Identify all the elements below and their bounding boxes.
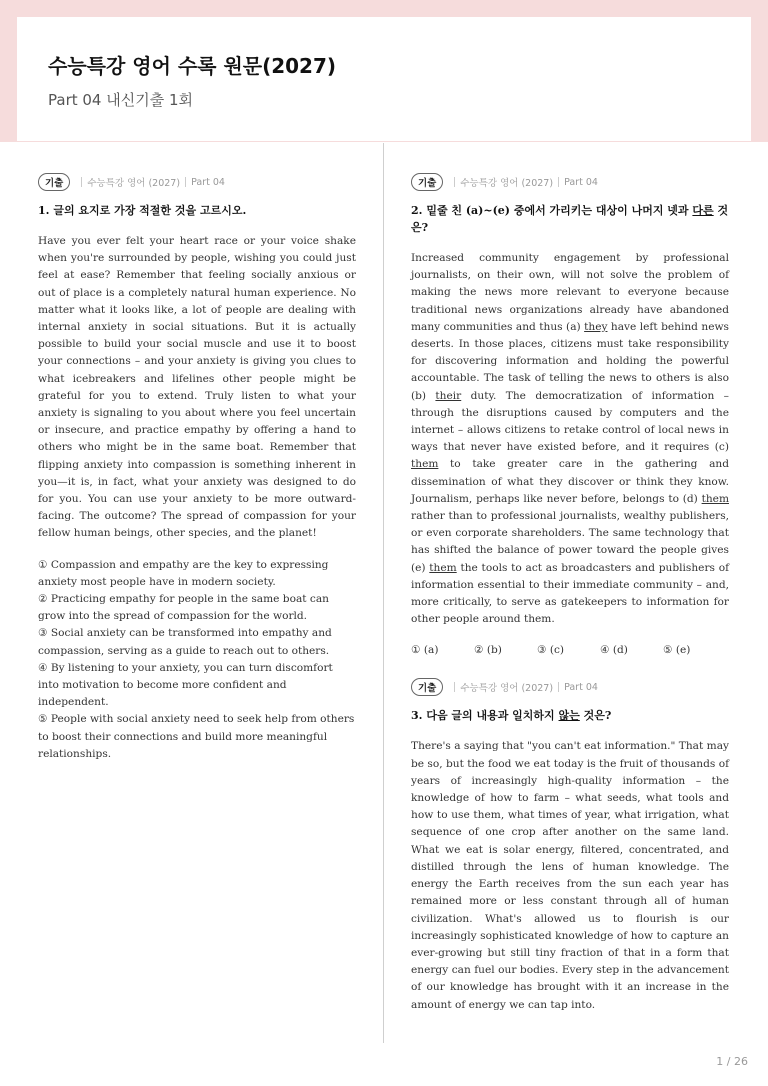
question-1-choice-1: ① Compassion and empathy are the key to expressing anxiety most people have in modern society. (38, 558, 329, 588)
question-1-choice-4: ④ By listening to your anxiety, you can turn discomfort into motivation to become more confident and independent. (38, 661, 333, 709)
meta-separator (81, 177, 82, 187)
question-2-choice-3: ③ (c) (537, 644, 565, 657)
question-2-passage (411, 250, 729, 628)
part-label: Part 04 (564, 681, 598, 693)
part-label: Part 04 (191, 176, 225, 188)
passage-segment: rather than to professional journalists, wealthy publishers, or even corporate shareholders. The same technology that has shifted the balance of power toward the people gives (e) (411, 510, 729, 574)
meta-separator (454, 177, 455, 187)
passage-segment: duty. The democratization of information – through the disruptions caused by computers and the internet – allows citizens to retake control of local news in ways that never have existed before, and it requires (c) (411, 389, 729, 454)
question-3-prompt-c: 것은? (579, 709, 612, 723)
meta-separator (558, 682, 559, 692)
passage-segment: to take greater care in the gathering and dissemination of what they discover or think they know. Journalism, perhaps like never before, belongs to (d) (411, 458, 729, 505)
underlined-word-e: them (429, 561, 457, 574)
exam-tag-badge: 기출 (411, 678, 443, 696)
question-2-meta (411, 174, 729, 190)
question-2-choice-5: ⑤ (e) (663, 644, 691, 657)
question-1-passage: Have you ever felt your heart race or your voice shake when you're surrounded by people, wishing you could just feel at ease? Remember that feeling socially anxious or out of place is a completely natural human experience. No matter what it looks like, a lot of people are dealing with internal anxiety in social situations. But it is actually possible to build your social muscle and use it to boost your connections – and your anxiety is giving you clues to what icebreakers and lifelines other people might be grateful for you to extend. Truly listen to what your anxiety is signaling to you about where you feel uncertain or insecure, and practice empathy by offering a hand to others who might be in the same boat. Remember that flipping anxiety into compassion is something inherent in you—it is, in fact, what your anxiety was designed to do for you. You can use your anxiety to be more outward-facing. The outcome? The spread of compassion for your fellow human beings, other species, and the planet! (38, 235, 356, 540)
question-1-choice-3: ③ Social anxiety can be transformed into empathy and compassion, serving as a guide to reach out to others. (38, 627, 332, 657)
question-1-choice-5: ⑤ People with social anxiety need to seek help from others to boost their connections and build more meaningful relationships. (38, 713, 355, 760)
passage-segment: Increased community engagement by professional journalists, on their own, will not solve the problem of making the news more relevant to everyone because traditional news organizations already have abandoned many communities and thus (a) (411, 252, 729, 333)
question-2-choices (411, 642, 729, 659)
question-3-prompt (411, 707, 729, 724)
meta-separator (185, 177, 186, 187)
source-label: 수능특강 영어 (2027) (460, 683, 554, 695)
question-1-prompt: 1. 글의 요지로 가장 적절한 것을 고르시오. (38, 204, 247, 217)
header-card (17, 17, 751, 141)
underlined-word-b: their (435, 389, 462, 402)
question-2-prompt (411, 202, 729, 236)
document-subtitle: Part 04 내신기출 1회 (48, 91, 193, 109)
document-title: 수능특강 영어 수록 원문(2027) (48, 54, 337, 78)
part-label: Part 04 (564, 176, 598, 188)
question-1-block (38, 174, 356, 763)
question-2-choice-2: ② (b) (474, 644, 502, 657)
question-3-meta (411, 679, 729, 695)
question-2-choice-4: ④ (d) (600, 644, 628, 657)
question-2-prompt-a: 2. 밑줄 친 (a)~(e) 중에서 가리키는 대상이 나머지 넷과 (411, 204, 693, 217)
question-3-prompt-emphasis: 않는 (558, 709, 580, 723)
column-divider (383, 143, 384, 1043)
question-2-choice-1: ① (a) (411, 644, 439, 657)
right-column (411, 174, 729, 1028)
question-2-block (411, 174, 729, 659)
meta-separator (454, 682, 455, 692)
source-label: 수능특강 영어 (2027) (460, 178, 554, 189)
exam-tag-badge: 기출 (411, 173, 443, 191)
question-3-passage: There's a saying that "you can't eat information." That may be so, but the food we eat today is the fruit of thousands of years of increasingly high-quality information – the knowledge of how to farm – what seeds, what tools and how to use them, what times of year, what irrigation, what sequence of one crop after another on the same land. What we eat is solar energy, filtered, concentrated, and distilled through the lens of human knowledge. The energy the Earth receives from the sun each year has remained more or less constant through all of human civilization. What's allowed us to flourish is our increasingly sophisticated knowledge of how to capture an ever-growing but still tiny fraction of that in a form that energy can fuel our bodies. Every step in the advancement of our knowledge has brought with it an increase in the amount of energy we can tap into. (411, 740, 729, 1011)
question-2-prompt-emphasis: 다른 (692, 204, 714, 217)
underlined-word-c: them (411, 458, 439, 471)
question-1-choice-2: ② Practicing empathy for people in the same boat can grow into the spread of compassion for the world. (38, 593, 329, 623)
question-3-block (411, 679, 729, 1013)
question-3-prompt-a: 3. 다음 글의 내용과 일치하지 (411, 709, 559, 723)
passage-segment: the tools to act as broadcasters and publishers of information essential to their immediate community – and, more critically, to serve as gatekeepers to information for other people around them. (411, 561, 729, 626)
passage-segment: have left behind news deserts. In those places, citizens must take responsibility for discovering information and holding the powerful accountable. The task of telling the news to others is also (b) (411, 320, 729, 402)
exam-tag-badge: 기출 (38, 173, 70, 191)
question-2-prompt-c: 것은? (411, 204, 729, 234)
underlined-word-d: them (701, 492, 729, 505)
meta-separator (558, 177, 559, 187)
question-1-meta (38, 174, 356, 190)
source-label: 수능특강 영어 (2027) (87, 178, 181, 189)
page-number: 1 / 26 (716, 1055, 748, 1068)
underlined-word-a: they (584, 320, 608, 333)
